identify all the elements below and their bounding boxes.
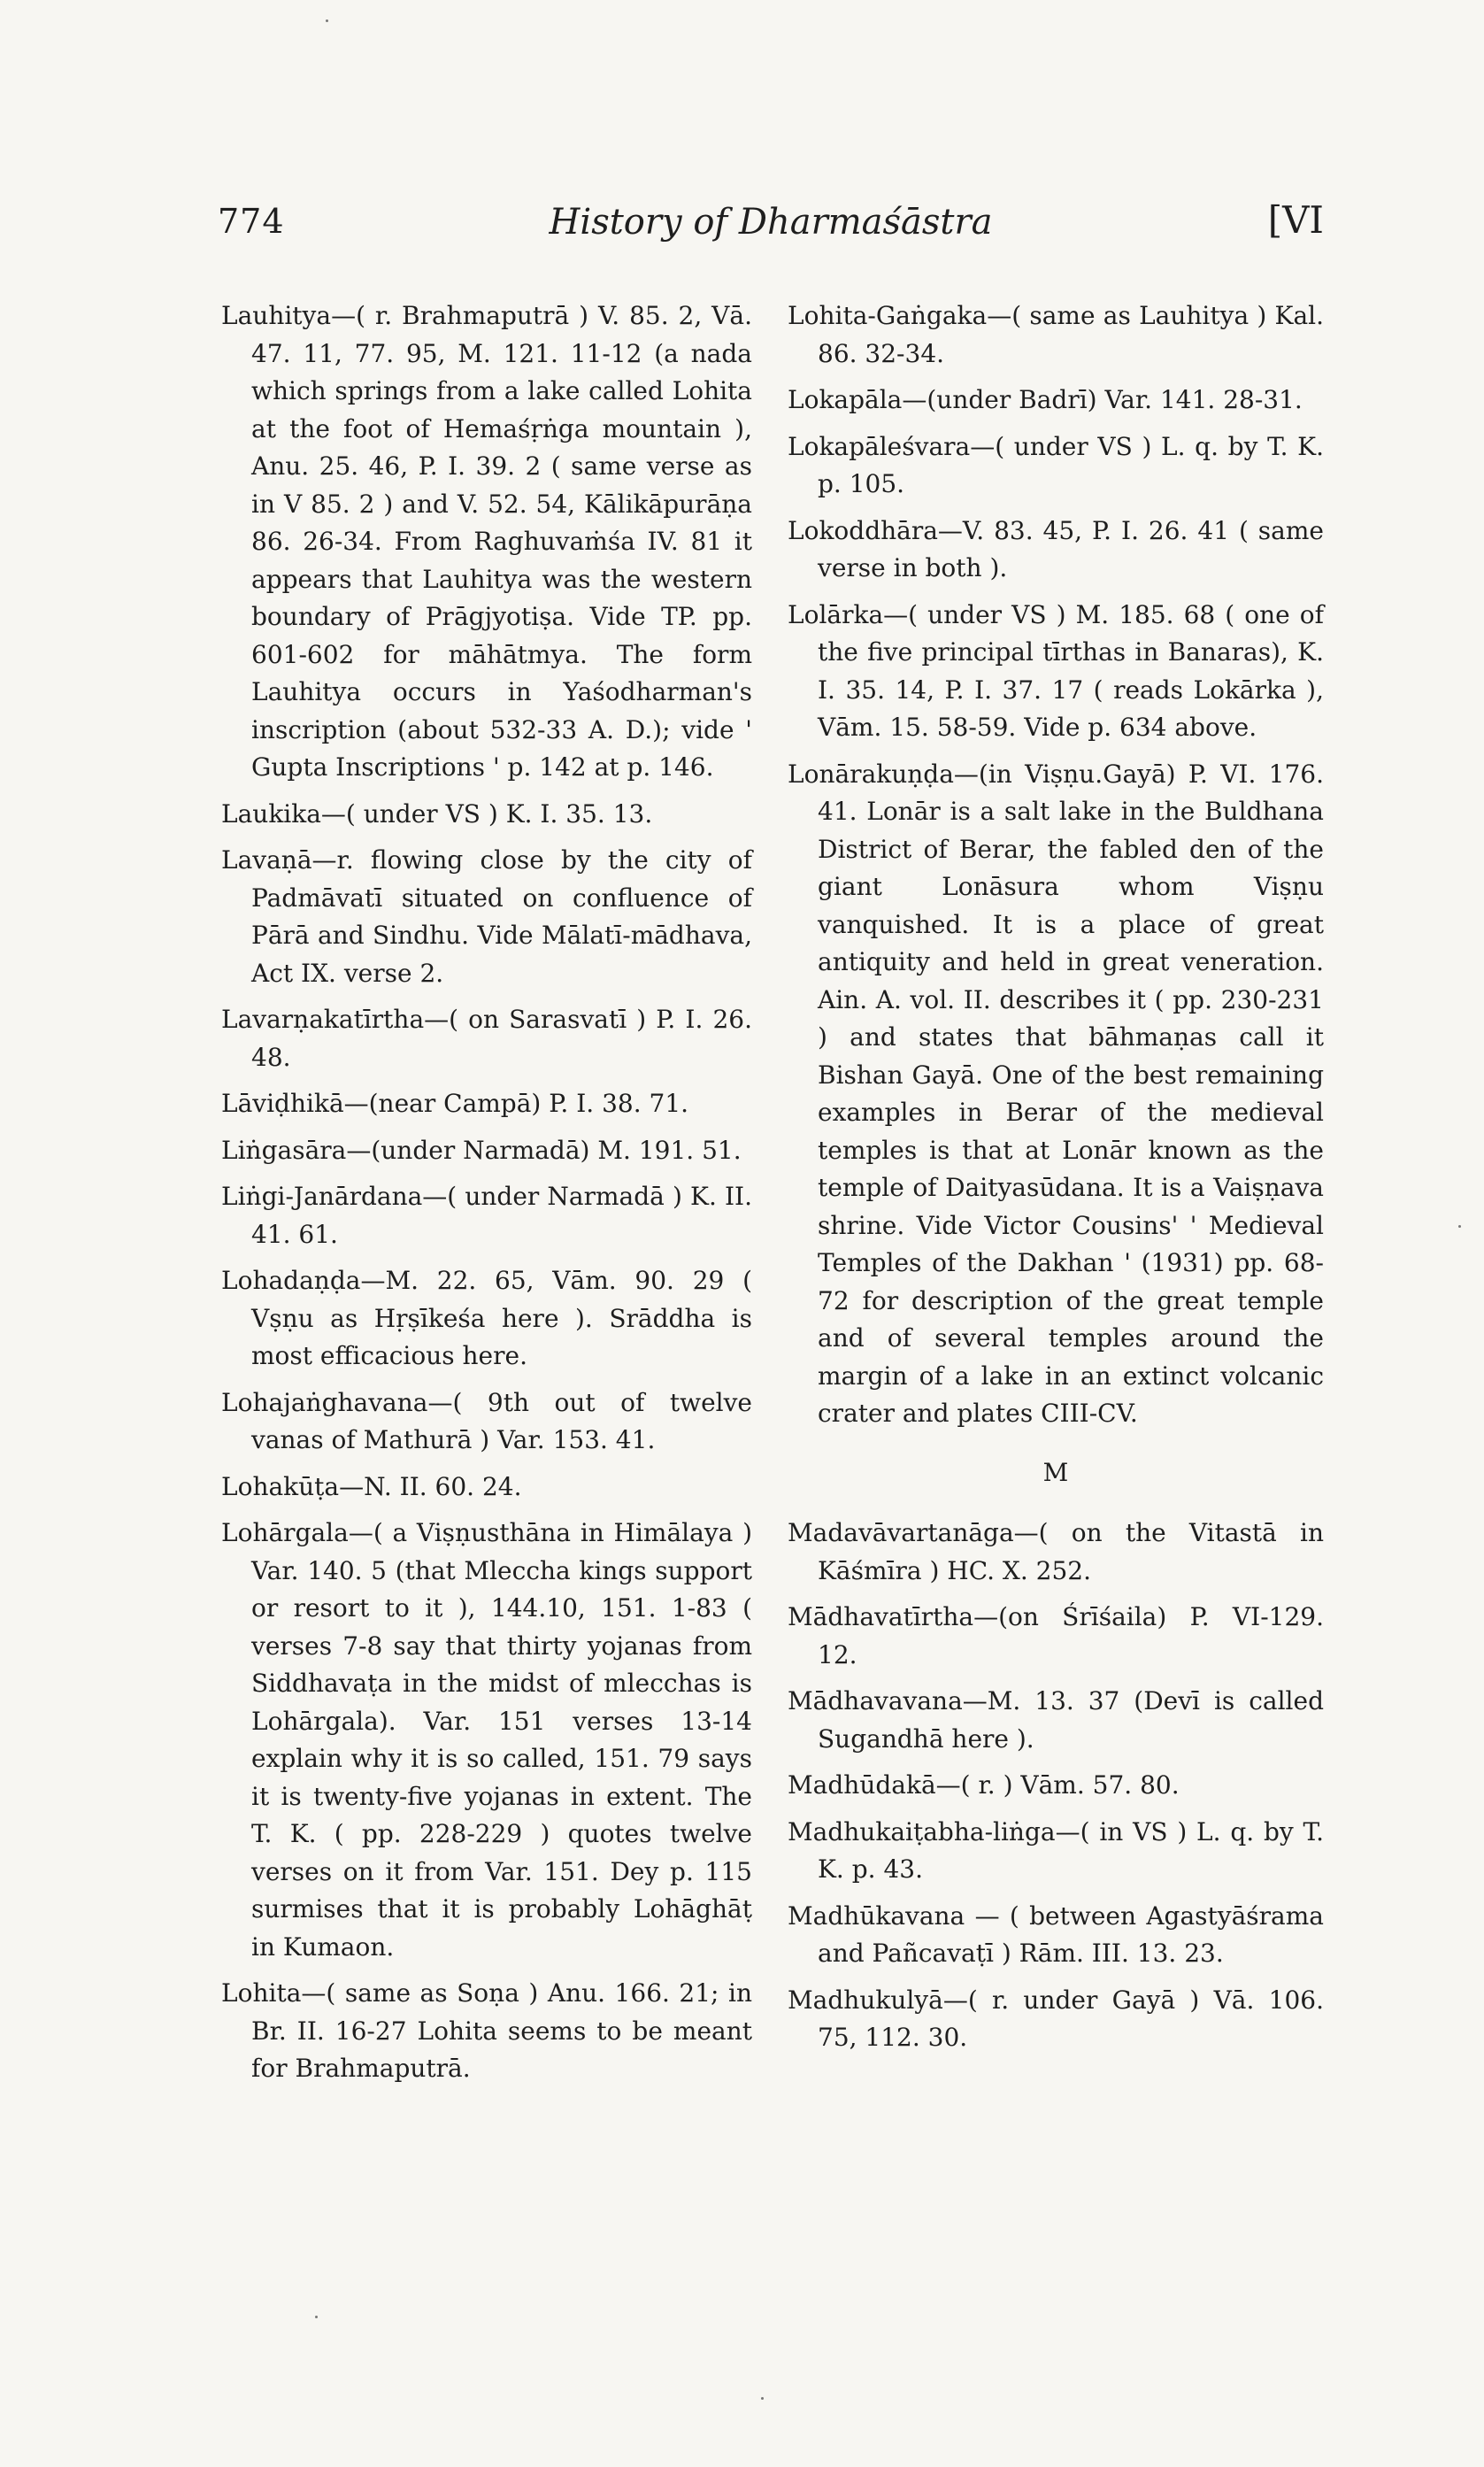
scan-speck <box>326 19 328 22</box>
entry-madhukulya: Madhukulyā—( r. under Gayā ) Vā. 106. 75, 112. 30. <box>788 1985 1324 2052</box>
entry-laukika: Laukika—( under VS ) K. I. 35. 13. <box>221 798 653 829</box>
letter-heading-m: M <box>1042 1457 1069 1487</box>
entry-lohakuta: Lohakūṭa—N. II. 60. 24. <box>221 1471 522 1501</box>
entry-lingi-janardana: Liṅgi-Janārdana—( under Narmadā ) K. II. 41. 61. <box>221 1182 752 1249</box>
left-column <box>221 297 752 2097</box>
entry-madhudaka: Madhūdakā—( r. ) Vām. 57. 80. <box>788 1770 1180 1800</box>
section-mark: [VI <box>1267 198 1324 242</box>
entry-madhavatirtha: Mādhavatīrtha—(on Śrīśaila) P. VI-129. 12. <box>788 1602 1324 1669</box>
right-column <box>788 297 1324 2066</box>
page-header <box>218 198 1324 255</box>
entry-lolarka: Lolārka—( under VS ) M. 185. 68 ( one of the five principal tīrthas in Banaras), K. I. 35. 14, P. I. 37. 17 ( reads Lokārka ), Vām. 15. 58-59. Vide p. 634 above. <box>788 599 1324 742</box>
page-number: 774 <box>218 202 285 241</box>
entry-lohajanghavana: Lohajaṅghavana—( 9th out of twelve vanas of Mathurā ) Var. 153. 41. <box>221 1387 752 1454</box>
scan-speck <box>761 2397 764 2400</box>
running-title: History of Dharmaśāstra <box>549 202 993 243</box>
entry-lohita: Lohita—( same as Soṇa ) Anu. 166. 21; in Br. II. 16-27 Lohita seems to be meant for Brahmaputrā. <box>221 1978 752 2083</box>
entry-lavidhika: Lāviḍhikā—(near Campā) P. I. 38. 71. <box>221 1089 689 1118</box>
entry-lohita-gangaka: Lohita-Gaṅgaka—( same as Lauhitya ) Kal. 86. 32-34. <box>788 301 1324 368</box>
entry-madavavartanaga: Madavāvartanāga—( on the Vitastā in Kāśmīra ) HC. X. 252. <box>788 1518 1324 1585</box>
scan-speck <box>1458 1225 1461 1228</box>
entry-lauhitya: Lauhitya—( r. Brahmaputrā ) V. 85. 2, Vā. 47. 11, 77. 95, M. 121. 11-12 (a nada which springs from a lake called Lohita at the foot of Hemaśṛṅga mountain ), Anu. 25. 46, P. I. 39. 2 ( same verse as in V 85. 2 ) and V. 52. 54, Kālikāpurāṇa 86. 26-34. From Raghuvaṁśa IV. 81 it appears that Lauhitya was the western boundary of Prāgjyotiṣa. Vide TP. pp. 601-602 for māhātmya. The form Lauhitya occurs in Yaśodharman's inscription (about 532-33 A. D.); vide ' Gupta Inscriptions ' p. 142 at p. 146. <box>221 301 752 782</box>
entry-lokapalesvara: Lokapāleśvara—( under VS ) L. q. by T. K. p. 105. <box>788 431 1324 498</box>
entry-lonarakunda: Lonārakuṇḍa—(in Viṣṇu.Gayā) P. VI. 176. 41. Lonār is a salt lake in the Buldhana District of Berar, the fabled den of the giant Lonāsura whom Viṣṇu vanquished. It is a place of great antiquity and held in great veneration. Ain. A. vol. II. describes it ( pp. 230-231 ) and states that bāhmaṇas call it Bishan Gayā. One of the best remaining examples in Berar of the medieval temples is that at Lonār known as the temple of Daityasūdana. It is a Vaiṣṇava shrine. Vide Victor Cousins' ' Medieval Temples of the Dakhan ' (1931) pp. 68-72 for description of the great temple and of several temples around the margin of a lake in an extinct volcanic crater and plates CIII-CV. <box>788 759 1324 1428</box>
entry-lavana: Lavaṇā—r. flowing close by the city of Padmāvatī situated on confluence of Pārā and Sindhu. Vide Mālatī-mādhava, Act IX. verse 2. <box>221 845 752 988</box>
entry-lohadanda: Lohadaṇḍa—M. 22. 65, Vām. 90. 29 ( Vṣṇu as Hṛṣīkeśa here ). Srāddha is most efficacious here. <box>221 1266 752 1370</box>
entry-madhukaitabha-linga: Madhukaiṭabha-liṅga—( in VS ) L. q. by T. K. p. 43. <box>788 1816 1324 1884</box>
entry-madhukavana: Madhūkavana — ( between Agastyāśrama and Pañcavaṭī ) Rām. III. 13. 23. <box>788 1900 1324 1968</box>
scan-speck <box>315 2316 318 2318</box>
entry-lohargala: Lohārgala—( a Viṣṇusthāna in Himālaya ) Var. 140. 5 (that Mleccha kings support or resort to it ), 144.10, 151. 1-83 ( verses 7-8 say that thirty yojanas from Siddhavaṭa in the midst of mlecchas is Lohārgala). Var. 151 verses 13-14 explain why it is so called, 151. 79 says it is twenty-five yojanas in extent. The T. K. ( pp. 228-229 ) quotes twelve verses on it from Var. 151. Dey p. 115 surmises that it is probably Lohāghāṭ in Kumaon. <box>221 1518 752 1962</box>
entry-madhavavana: Mādhavavana—M. 13. 37 (Devī is called Sugandhā here ). <box>788 1686 1324 1754</box>
entry-lokoddhara: Lokoddhāra—V. 83. 45, P. I. 26. 41 ( same verse in both ). <box>788 515 1324 582</box>
entry-lingasara: Liṅgasāra—(under Narmadā) M. 191. 51. <box>221 1135 742 1165</box>
entry-lavarnakatirtha: Lavarṇakatīrtha—( on Sarasvatī ) P. I. 26. 48. <box>221 1005 752 1072</box>
entry-lokapala: Lokapāla—(under Badrī) Var. 141. 28-31. <box>788 385 1303 414</box>
